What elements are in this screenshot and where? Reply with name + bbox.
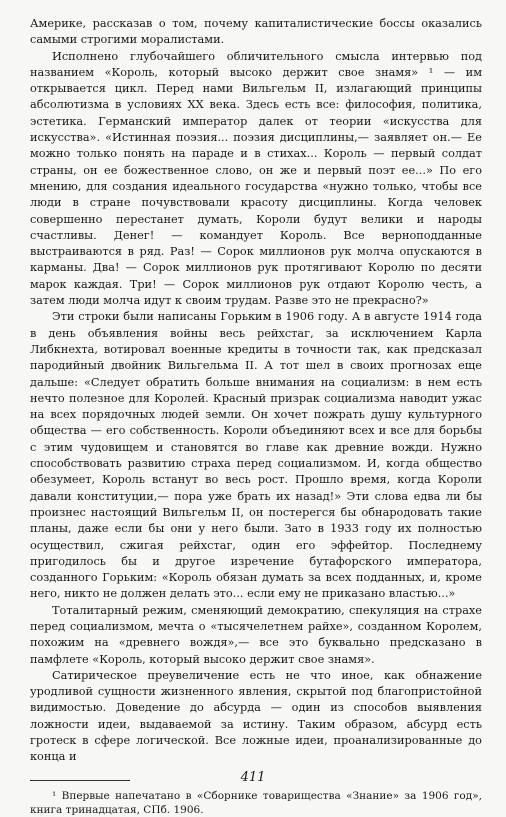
paragraph-1: Америке, рассказав о том, почему капиталистические боссы оказались самыми строгими моралистами. [30,17,482,47]
paragraph-2: Исполнено глубочайшего обличительного смысла интервью под названием «Король, который высоко держит свое знамя» ¹ — им открывается цикл. Перед нами Вильгельм II, излагающий принципы абсолютизма в условиях XX века. Здесь есть все: философия, политика, эстетика. Германский император далек от теории «искусства для искусства». «Истинная поэзия... поэзия дисциплины,— заявляет он.— Ее можно только понять на параде и в стихах... Король — первый солдат страны, он ее божественное слово, он же и первый поэт ее...» По его мнению, для создания идеального государства «нужно только, чтобы все люди в стране почувствовали красоту дисциплины. Когда человек совершенно перестанет думать, Короли будут велики и народы счастливы. Денег! — командует Король. Все верноподданные выстраиваются в ряд. Раз! — Сорок миллионов рук молча опускаются в карманы. Два! — Сорок миллионов рук протягивают Королю по десяти марок каждая. Три! — Сорок миллионов рук отдают Королю честь, а затем люди молча идут к своим трудам. Разве это не прекрасно?» [30,49,482,308]
footnote: ¹ Впервые напечатано в «Сборнике товарищества «Знание» за 1906 год», книга тринадцатая, СПб. 1906. [30,789,482,816]
page-number: 411 [240,770,266,785]
paragraph-5: Сатирическое преувеличение есть не что иное, как обнажение уродливой сущности жизненного явления, скрытой под благопристойной видимостью. Доведение до абсурда — один из способов выявления ложности идеи, выдаваемой за истину. Таким образом, абсурд есть гротеск в сфере логической. Все ложные идеи, проанализированные до конца и [30,668,482,764]
paragraph-4: Тоталитарный режим, сменяющий демократию, спекуляция на страхе перед социализмом, мечта о «тысячелетнем райхе», созданном Королем, похожим на «древнего вождя»,— все это буквально предсказано в памфлете «Король, который высоко держит свое знамя». [30,603,482,666]
page-body [30,16,482,817]
paragraph-3: Эти строки были написаны Горьким в 1906 году. А в августе 1914 года в день объявления войны весь рейхстаг, за исключением Карла Либкнехта, вотировал военные кредиты в точности так, как предсказал пародийный двойник Вильгельма II. А тот шел в своих прогнозах еще дальше: «Следует обратить больше внимания на социализм: в нем есть нечто полезное для Королей. Красный призрак социализма наводит ужас на всех порядочных людей земли. Он хочет пожрать душу культурного общества — его собственность. Короли объединяют всех и все для борьбы с этим чудовищем и становятся во главе как древние вожди. Нужно способствовать развитию страха перед социализмом. И, когда общество обезумеет, Король встанут во весь рост. Прошло время, когда Короли давали конституции,— пора уже брать их назад!» Эти слова едва ли бы произнес настоящий Вильгельм II, он постерегся бы обнародовать такие планы, даже если бы они у него были. Зато в 1933 году их полностью осуществил, сжигая рейхстаг, один его эффейтор. Последнему пригодилось бы и другое изречение бутафорского императора, созданного Горьким: «Король обязан думать за всех подданных, и, кроме него, никто не должен делать это... если ему не приказано властью...» [30,310,482,601]
